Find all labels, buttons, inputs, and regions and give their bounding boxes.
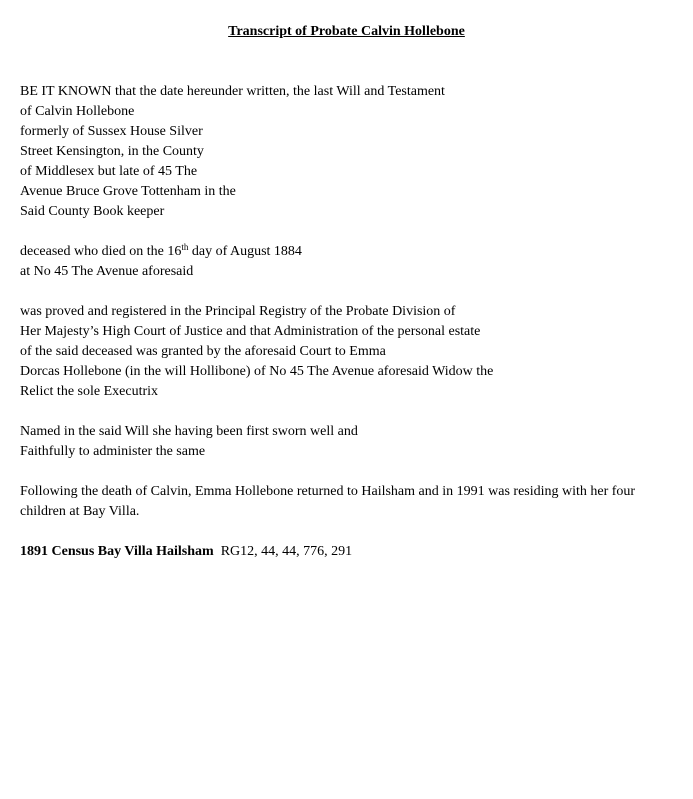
document-body	[20, 22, 680, 562]
census-reference-line	[20, 542, 680, 562]
oath-block	[20, 422, 680, 462]
probate-line: Avenue Bruce Grove Tottenham in the	[20, 184, 236, 199]
registry-line: was proved and registered in the Principal Registry of the Probate Division of	[20, 304, 456, 319]
document-title: Transcript of Probate Calvin Hollebone	[228, 24, 465, 39]
census-reference: RG12, 44, 44, 776, 291	[220, 544, 353, 559]
probate-line: of Middlesex but late of 45 The	[20, 164, 198, 179]
probate-line: formerly of Sussex House Silver	[20, 124, 203, 139]
census-label: 1891 Census Bay Villa Hailsham	[20, 544, 214, 559]
probate-line: Street Kensington, in the County	[20, 144, 204, 159]
oath-line: Faithfully to administer the same	[20, 444, 206, 459]
registry-line: of the said deceased was granted by the aforesaid Court to Emma	[20, 344, 386, 359]
probate-intro-block	[20, 82, 680, 222]
oath-line: Named in the said Will she having been first sworn well and	[20, 424, 358, 439]
registry-block	[20, 302, 680, 402]
aftermath-paragraph: Following the death of Calvin, Emma Hollebone returned to Hailsham and in 1991 was residing with her four children at Bay Villa.	[20, 484, 636, 519]
death-date-line	[20, 242, 680, 262]
death-date-text: deceased who died on the 16	[20, 244, 182, 259]
probate-line: BE IT KNOWN that the date hereunder written, the last Will and Testament	[20, 84, 445, 99]
probate-line: of Calvin Hollebone	[20, 104, 135, 119]
registry-line: Her Majesty’s High Court of Justice and that Administration of the personal estate	[20, 324, 481, 339]
registry-line: Relict the sole Executrix	[20, 384, 159, 399]
probate-line: Said County Book keeper	[20, 204, 165, 219]
registry-line: Dorcas Hollebone (in the will Hollibone) of No 45 The Avenue aforesaid Widow the	[20, 364, 494, 379]
death-date-rest: day of August 1884	[188, 244, 302, 259]
death-place-line: at No 45 The Avenue aforesaid	[20, 264, 194, 279]
ordinal-suffix: th	[181, 242, 189, 252]
death-details-block	[20, 242, 680, 282]
